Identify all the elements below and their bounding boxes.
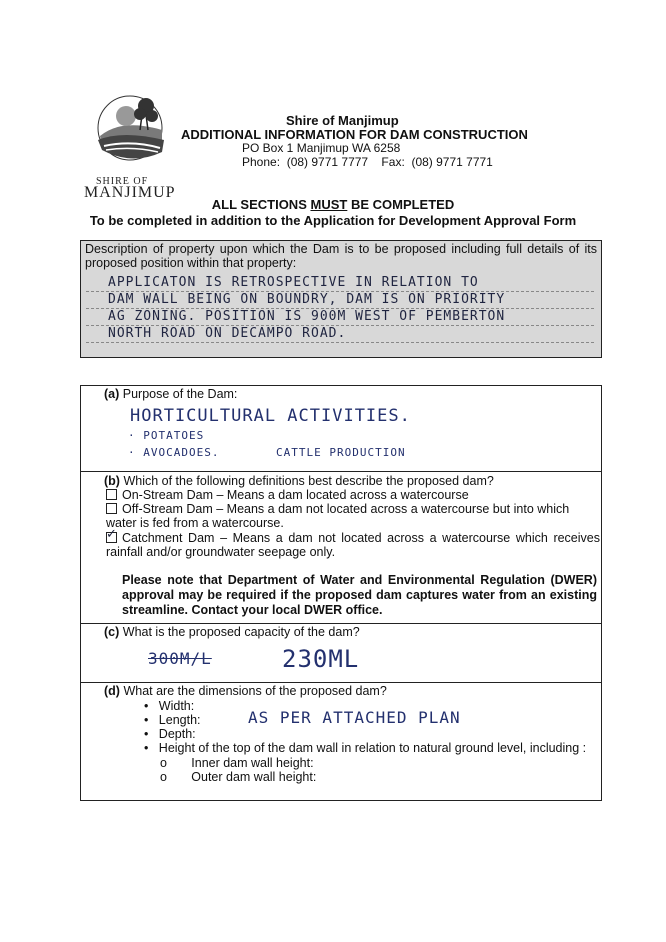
- org-name: Shire of Manjimup: [286, 113, 399, 128]
- sub-bullet-inner-height: o Inner dam wall height:: [160, 756, 314, 770]
- catchment-checkbox[interactable]: [106, 526, 117, 543]
- option-catchment[interactable]: ✓ Catchment Dam – Means a dam not located across a watercourse which receives rainfall and/or groundwater seepage only.: [106, 526, 600, 559]
- description-handwriting-line4[interactable]: NORTH ROAD ON DECAMPO ROAD.: [108, 326, 347, 341]
- dwer-approval-note: Please note that Department of Water and Environmental Regulation (DWER) approval may be required if the proposed dam captures water from an existing streamline. Contact your local DWER office.: [122, 573, 597, 617]
- phone-fax: Phone: (08) 9771 7777 Fax: (08) 9771 7771: [242, 155, 493, 169]
- section-b-question: (b) Which of the following definitions best describe the proposed dam?: [104, 474, 494, 488]
- form-title: ADDITIONAL INFORMATION FOR DAM CONSTRUCTION: [181, 127, 528, 142]
- option-on-stream[interactable]: On-Stream Dam – Means a dam located across a watercourse: [106, 488, 469, 502]
- sub-bullet-outer-height: o Outer dam wall height:: [160, 770, 317, 784]
- dimensions-handwriting[interactable]: AS PER ATTACHED PLAN: [248, 708, 461, 727]
- purpose-handwriting-line2[interactable]: · POTATOES: [128, 429, 205, 442]
- logo-name-line1: SHIRE OF: [96, 176, 149, 187]
- bullet-height: • Height of the top of the dam wall in relation to natural ground level, including :: [144, 741, 587, 755]
- capacity-value[interactable]: 230ML: [282, 645, 360, 673]
- section-c-question: (c) What is the proposed capacity of the dam?: [104, 625, 360, 639]
- description-handwriting-line1[interactable]: APPLICATON IS RETROSPECTIVE IN RELATION TO: [108, 275, 479, 290]
- section-d-question: (d) What are the dimensions of the proposed dam?: [104, 684, 387, 698]
- check-mark-icon: ✓: [106, 526, 117, 541]
- section-a-question: (a) Purpose of the Dam:: [104, 387, 238, 401]
- description-handwriting-line3[interactable]: AG ZONING. POSITION IS 900M WEST OF PEMBERTON: [108, 309, 506, 324]
- description-handwriting-line2[interactable]: DAM WALL BEING ON BOUNDRY, DAM IS ON PRIORITY: [108, 292, 506, 307]
- all-sections-notice: ALL SECTIONS MUST BE COMPLETED: [211, 197, 455, 212]
- capacity-struck-value[interactable]: 300M/L: [148, 649, 212, 668]
- bullet-length: • Length:: [144, 713, 201, 727]
- off-stream-checkbox[interactable]: [106, 503, 117, 514]
- purpose-handwriting-line1[interactable]: HORTICULTURAL ACTIVITIES.: [130, 406, 411, 426]
- option-off-stream[interactable]: Off-Stream Dam – Means a dam not located across a watercourse but into which water is fed from a watercourse.: [106, 502, 570, 530]
- completion-instruction: To be completed in addition to the Application for Development Approval Form: [89, 213, 577, 228]
- must-emphasis: MUST: [310, 197, 348, 212]
- purpose-handwriting-line3[interactable]: · AVOCADOES.: [128, 446, 220, 459]
- property-description-label: Description of property upon which the Dam is to be proposed including full details of its proposed position within that property:: [85, 242, 597, 270]
- purpose-handwriting-line4[interactable]: CATTLE PRODUCTION: [276, 446, 406, 459]
- bullet-depth: • Depth:: [144, 727, 196, 741]
- logo-name-line2: MANJIMUP: [84, 184, 176, 201]
- on-stream-checkbox[interactable]: [106, 489, 117, 500]
- postal-address: PO Box 1 Manjimup WA 6258: [242, 141, 401, 155]
- bullet-width: • Width:: [144, 699, 195, 713]
